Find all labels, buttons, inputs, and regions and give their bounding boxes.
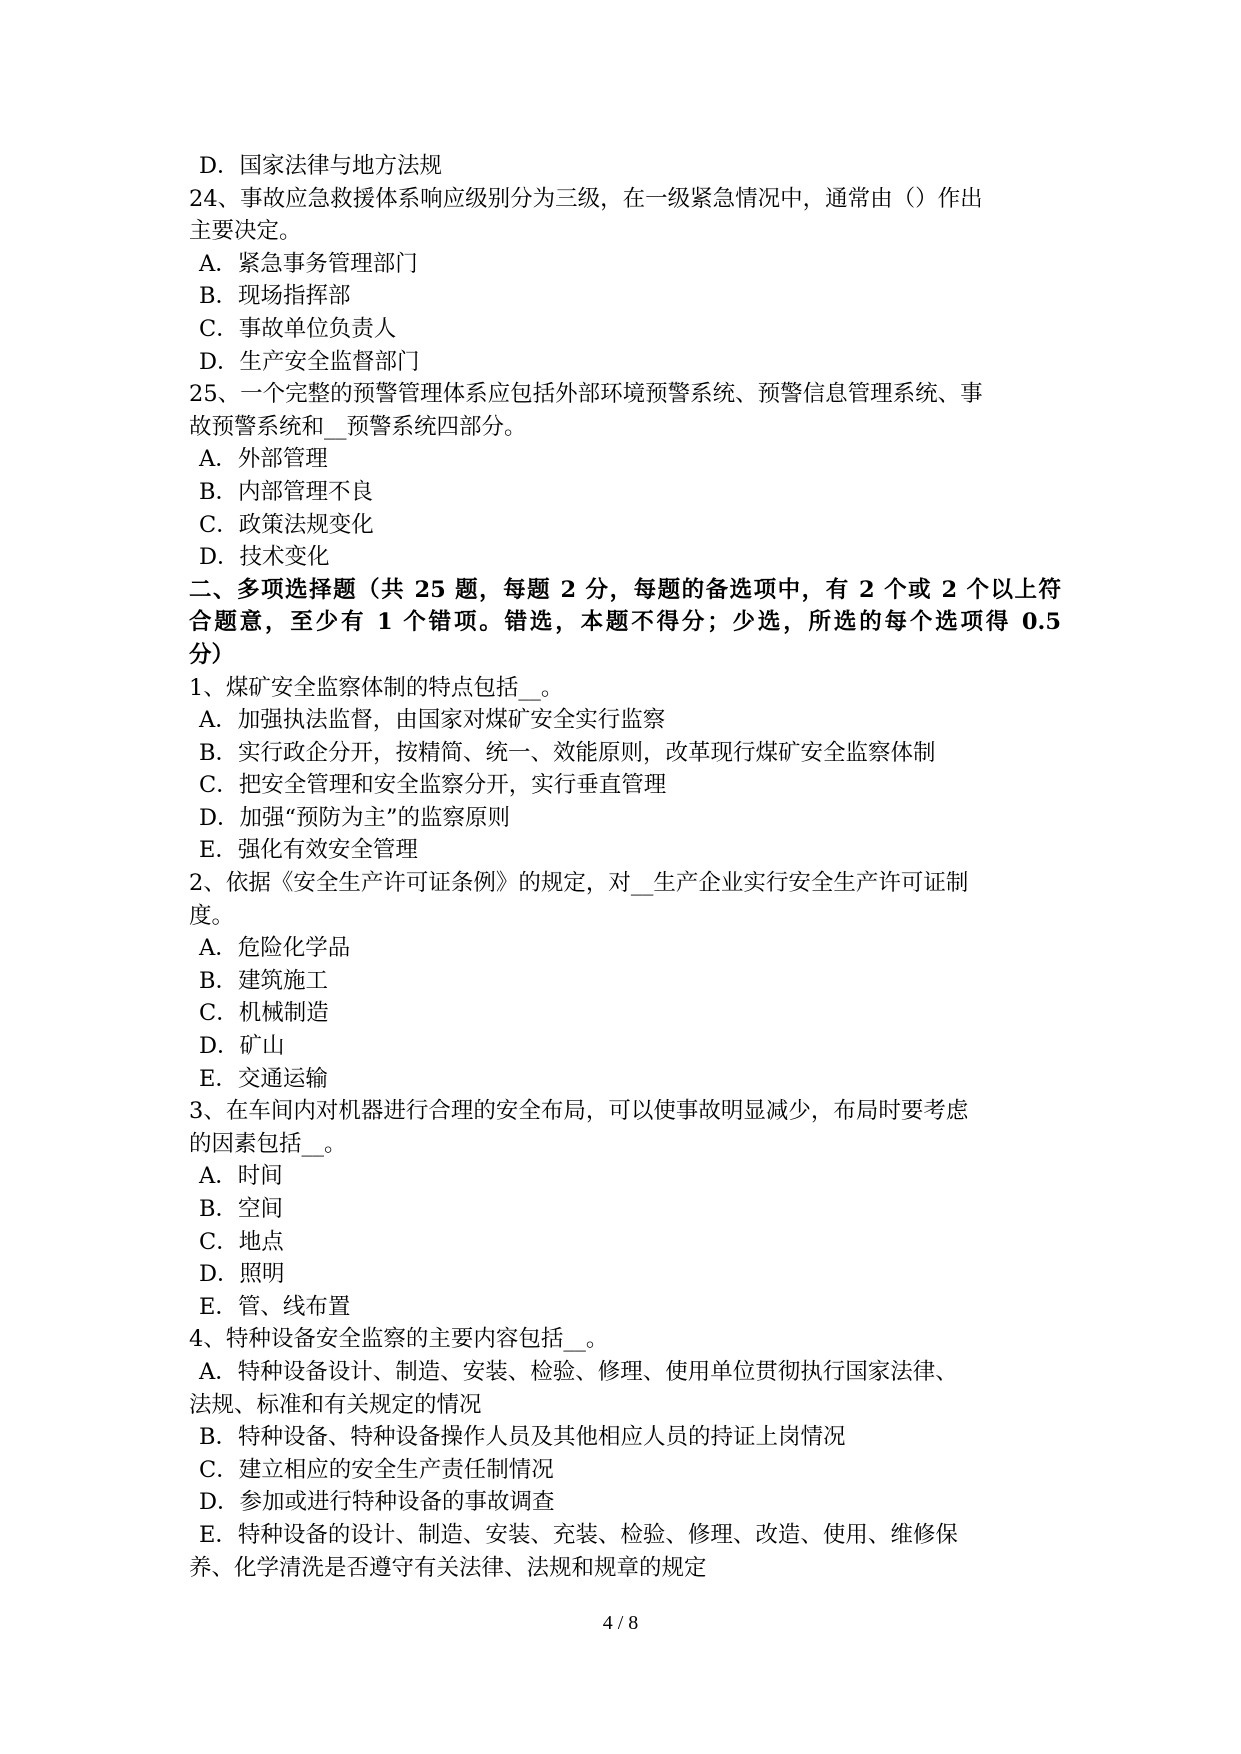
question-text: 度。 (189, 902, 235, 929)
question-text: 24、事故应急救援体系响应级别分为三级，在一级紧急情况中，通常由（）作出 (189, 185, 983, 212)
answer-option: E．管、线布置 (199, 1293, 351, 1320)
answer-option: B．特种设备、特种设备操作人员及其他相应人员的持证上岗情况 (199, 1424, 846, 1451)
question-text: 故预警系统和__预警系统四部分。 (189, 413, 527, 440)
answer-option: C．事故单位负责人 (199, 315, 397, 342)
question-text: 主要决定。 (189, 218, 302, 245)
answer-option: A．外部管理 (199, 446, 328, 473)
answer-option: D．国家法律与地方法规 (199, 153, 443, 179)
question-text: 4、特种设备安全监察的主要内容包括__。 (189, 1326, 609, 1353)
answer-option: B．内部管理不良 (199, 478, 374, 505)
document-body (189, 150, 1061, 1584)
answer-option: C．机械制造 (199, 1000, 329, 1027)
question-text: 养、化学清洗是否遵守有关法律、法规和规章的规定 (189, 1554, 707, 1581)
answer-option: A．加强执法监督，由国家对煤矿安全实行监察 (199, 707, 666, 734)
answer-option: C．地点 (199, 1228, 284, 1255)
answer-option: E．强化有效安全管理 (199, 837, 418, 864)
answer-option: A．危险化学品 (199, 935, 351, 962)
question-text: 的因素包括__。 (189, 1130, 347, 1157)
question-text: 1、煤矿安全监察体制的特点包括__。 (189, 674, 564, 701)
question-text: 3、在车间内对机器进行合理的安全布局，可以使事故明显减少，布局时要考虑 (189, 1098, 969, 1125)
section-heading-line: 分） (189, 641, 235, 668)
answer-option: C．政策法规变化 (199, 511, 374, 538)
answer-option: D．技术变化 (199, 544, 330, 571)
answer-option: B．建筑施工 (199, 967, 329, 994)
question-text: 2、依据《安全生产许可证条例》的规定，对__生产企业实行安全生产许可证制 (189, 870, 969, 897)
answer-option: B．实行政企分开，按精简、统一、效能原则，改革现行煤矿安全监察体制 (199, 739, 936, 766)
answer-option: E．特种设备的设计、制造、安装、充装、检验、修理、改造、使用、维修保 (199, 1521, 958, 1548)
answer-option: A．紧急事务管理部门 (199, 250, 418, 277)
answer-option: D．生产安全监督部门 (199, 348, 420, 375)
page-number: 4 / 8 (602, 1612, 639, 1634)
answer-option: A．特种设备设计、制造、安装、检验、修理、使用单位贯彻执行国家法律、 (199, 1358, 958, 1385)
answer-option: B．现场指挥部 (199, 283, 351, 310)
answer-option: E．交通运输 (199, 1065, 328, 1092)
question-text: 25、一个完整的预警管理体系应包括外部环境预警系统、预警信息管理系统、事 (189, 381, 983, 408)
question-text: 法规、标准和有关规定的情况 (189, 1391, 482, 1418)
section-heading (189, 574, 1061, 672)
answer-option: D．矿山 (199, 1033, 285, 1060)
answer-option: D．加强“预防为主”的监察原则 (199, 804, 511, 831)
answer-option: B．空间 (199, 1196, 284, 1222)
section-heading-line: 合题意，至少有 1 个错项。错选，本题不得分；少选，所选的每个选项得 0.5 (189, 609, 1061, 636)
section-heading-line: 二、多项选择题（共 25 题，每题 2 分，每题的备选项中，有 2 个或 2 个以上符 (189, 576, 1061, 603)
answer-option: C．把安全管理和安全监察分开，实行垂直管理 (199, 772, 667, 799)
answer-option: C．建立相应的安全生产责任制情况 (199, 1456, 554, 1483)
answer-option: D．照明 (199, 1261, 285, 1288)
answer-option: D．参加或进行特种设备的事故调查 (199, 1489, 555, 1516)
answer-option: A．时间 (199, 1163, 283, 1190)
